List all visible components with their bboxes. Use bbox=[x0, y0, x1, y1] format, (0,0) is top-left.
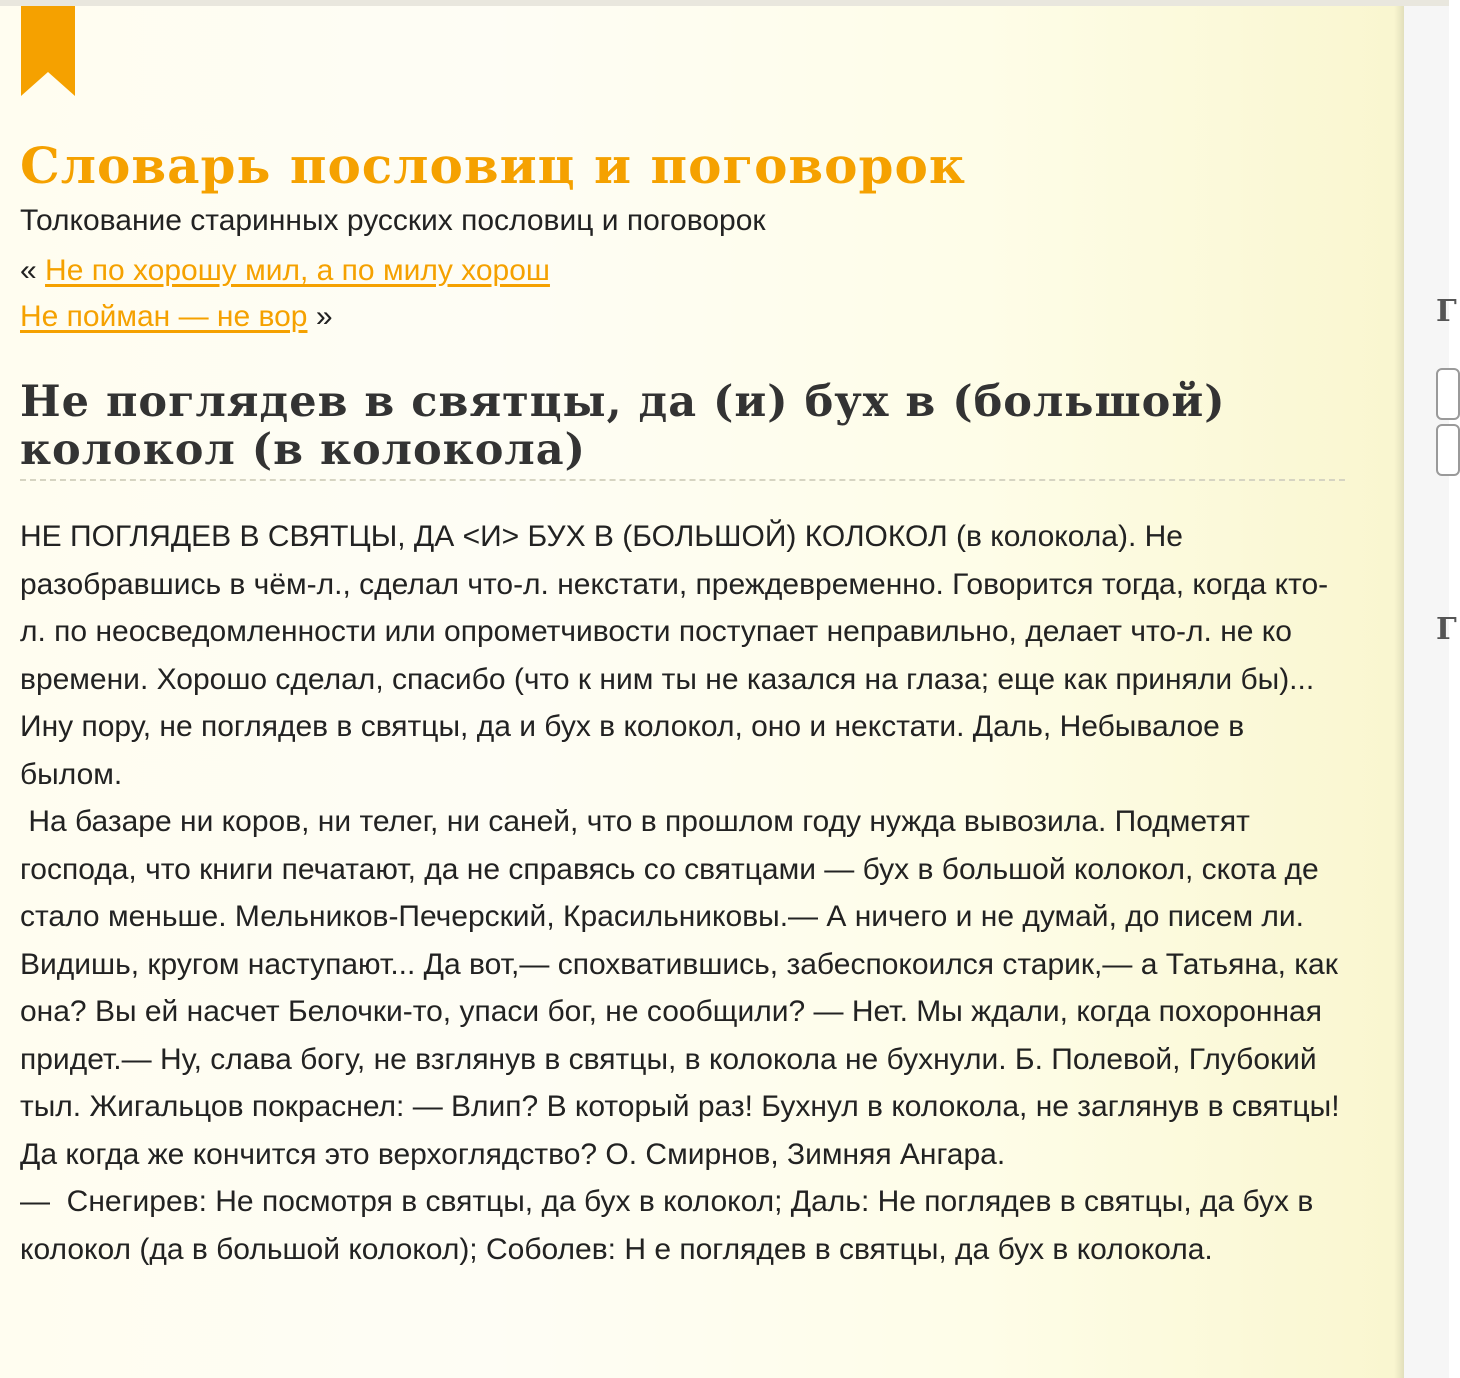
sidebar-heading-fragment-2: Г bbox=[1436, 612, 1457, 647]
site-title[interactable]: Словарь пословиц и поговорок bbox=[20, 136, 966, 195]
site-subtitle: Толкование старинных русских пословиц и поговорок bbox=[20, 204, 766, 237]
sidebar-button-fragment[interactable] bbox=[1436, 424, 1460, 476]
entry-paragraph-definition: НЕ ПОГЛЯДЕВ В СВЯТЦЫ, ДА <И> БУХ В (БОЛЬШОЙ) КОЛОКОЛ (в колокола). Не разобравшись в чём-л., сделал что-л. некстати, преждевременно. Говорится тогда, когда кто-л. по неосведомленности или опрометчивости поступает неправильно, делает что-л. не ко времени. Хорошо сделал, спасибо (что к ним ты не казался на глаза; еще как приняли бы)... Ину пору, не поглядев в святцы, да и бух в колокол, оно и некстати. Даль, Небывалое в былом. bbox=[20, 520, 1329, 791]
prev-entry-link[interactable]: Не по хорошу мил, а по милу хорош bbox=[45, 254, 550, 287]
bookmark-icon[interactable] bbox=[21, 6, 75, 96]
prev-entry-nav bbox=[20, 254, 550, 288]
next-marker: » bbox=[315, 300, 333, 333]
entry-body bbox=[20, 513, 1350, 1273]
entry-paragraph-variants: — Снегирев: Не посмотря в святцы, да бух в колокол; Даль: Не поглядев в святцы, да бух в колокол (да в большой колокол); Соболев: Н е поглядев в святцы, да бух в колокола. bbox=[20, 1185, 1322, 1266]
next-entry-nav bbox=[20, 300, 333, 334]
next-entry-link[interactable]: Не пойман — не вор bbox=[20, 300, 308, 333]
entry-title: Не поглядев в святцы, да (и) бух в (большой) колокол (в колокола) bbox=[20, 377, 1226, 475]
sidebar-heading-fragment: Г bbox=[1436, 294, 1457, 329]
sidebar-input-fragment[interactable] bbox=[1436, 368, 1460, 420]
title-divider bbox=[20, 479, 1345, 481]
entry-paragraph-examples: На базаре ни коров, ни телег, ни саней, что в прошлом году нужда вывозила. Подметят господа, что книги печатают, да не справясь со святцами — бух в большой колокол, скота де стало меньше. Мельников-Печерский, Красильниковы.— А ничего и не думай, до писем ли. Видишь, кругом наступают... Да вот,— спохватившись, забеспокоился старик,— а Татьяна, как она? Вы ей насчет Белочки-то, упаси бог, не сообщили? — Нет. Мы ждали, когда похоронная придет.— Ну, слава богу, не взглянув в святцы, в колокола не бухнули. Б. Полевой, Глубокий тыл. Жигальцов покраснел: — Влип? В который раз! Бухнул в колокола, не заглянув в святцы! Да когда же кончится это верхоглядство? О. Смирнов, Зимняя Ангара. bbox=[20, 805, 1348, 1171]
prev-marker: « bbox=[20, 254, 37, 287]
right-sidebar-edge bbox=[1404, 6, 1457, 1378]
